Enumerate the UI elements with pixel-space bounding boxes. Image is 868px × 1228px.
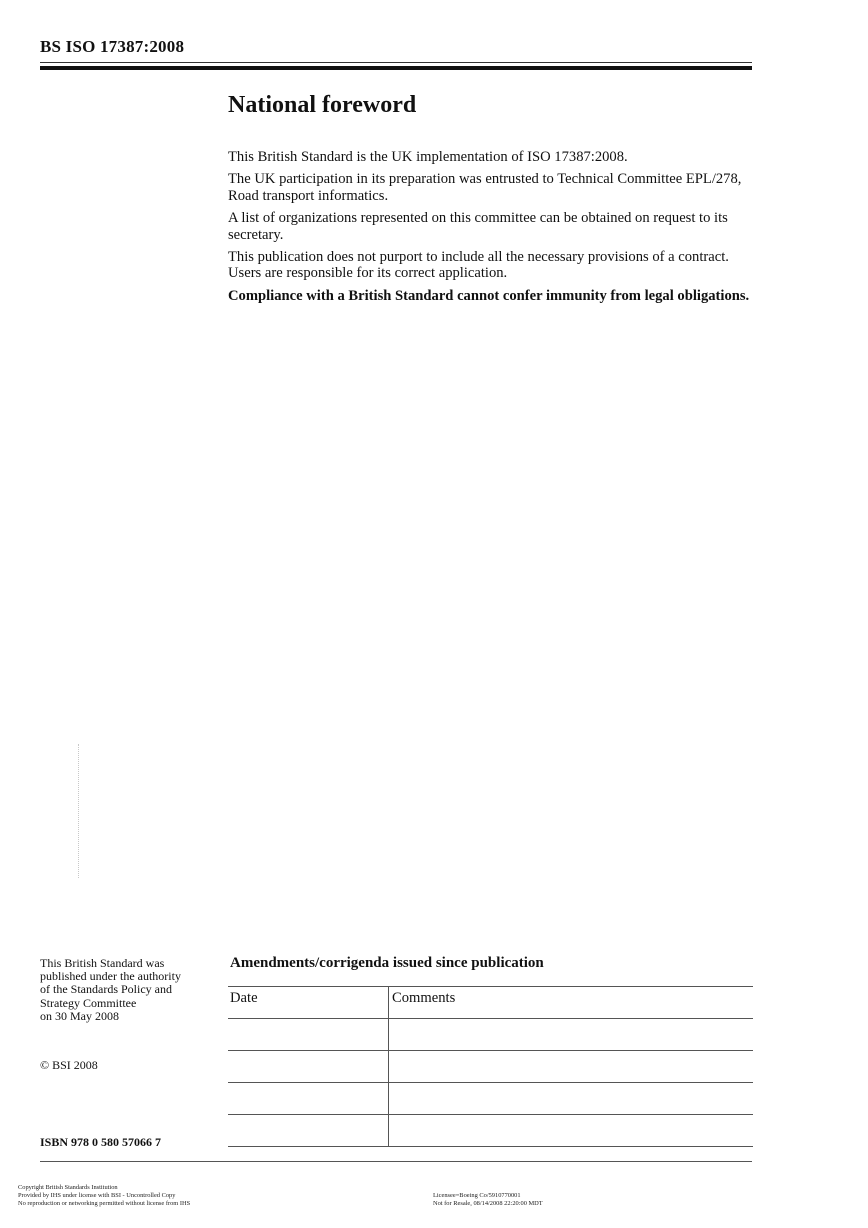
footer-rule xyxy=(40,1161,752,1162)
comments-cell xyxy=(389,1051,754,1083)
margin-marks xyxy=(78,744,83,878)
paragraph-committee: The UK participation in its preparation was entrusted to Technical Committee EPL/278, Road transport informatics. xyxy=(228,171,742,204)
footer-line: Copyright British Standards Institution xyxy=(18,1184,118,1191)
table-row xyxy=(228,1019,753,1051)
comments-cell xyxy=(389,1083,754,1115)
page-title: National foreword xyxy=(228,92,417,118)
paragraph-organizations: A list of organizations represented on this committee can be obtained on request to its secretary. xyxy=(228,209,728,243)
amendments-table xyxy=(228,986,753,1147)
isbn: ISBN 978 0 580 57066 7 xyxy=(40,1135,162,1149)
publication-note-line: of the Standards Policy and xyxy=(40,982,172,997)
column-header-date: Date xyxy=(228,987,389,1019)
publication-note-line: This British Standard was xyxy=(40,956,165,970)
document-id: BS ISO 17387:2008 xyxy=(40,37,185,56)
footer-line: Provided by IHS under license with BSI - Uncontrolled Copy xyxy=(18,1191,176,1199)
comments-cell xyxy=(389,1115,754,1147)
foreword-body xyxy=(228,149,758,310)
publication-note xyxy=(40,957,215,1023)
table-header-row xyxy=(228,987,753,1019)
footer-line: Not for Resale, 08/14/2008 22:20:00 MDT xyxy=(433,1199,543,1207)
paragraph-implementation: This British Standard is the UK implementation of ISO 17387:2008. xyxy=(228,149,628,165)
date-cell xyxy=(228,1051,389,1083)
amendments-title: Amendments/corrigenda issued since publication xyxy=(230,955,544,971)
paragraph-compliance: Compliance with a British Standard cannot confer immunity from legal obligations. xyxy=(228,287,750,304)
footer-licensee xyxy=(433,1192,543,1208)
date-cell xyxy=(228,1115,389,1147)
footer-line: No reproduction or networking permitted without license from IHS xyxy=(18,1199,191,1207)
copyright-notice: © BSI 2008 xyxy=(40,1058,98,1072)
paragraph-provisions: This publication does not purport to include all the necessary provisions of a contract. Users are responsible for its correct application. xyxy=(228,248,729,282)
publication-note-line: Strategy Committee xyxy=(40,995,137,1010)
publication-note-line: published under the authority xyxy=(40,969,181,984)
date-cell xyxy=(228,1019,389,1051)
header-rule-thin xyxy=(40,62,752,63)
comments-cell xyxy=(389,1019,754,1051)
header-rule-thick xyxy=(40,66,752,70)
table-row xyxy=(228,1083,753,1115)
table-row xyxy=(228,1115,753,1147)
publication-note-line: on 30 May 2008 xyxy=(40,1008,119,1023)
date-cell xyxy=(228,1083,389,1115)
footer-line: Licensee=Boeing Co/5910770001 xyxy=(433,1192,521,1199)
column-header-comments: Comments xyxy=(389,987,754,1019)
table-row xyxy=(228,1051,753,1083)
footer-copyright xyxy=(18,1184,190,1207)
